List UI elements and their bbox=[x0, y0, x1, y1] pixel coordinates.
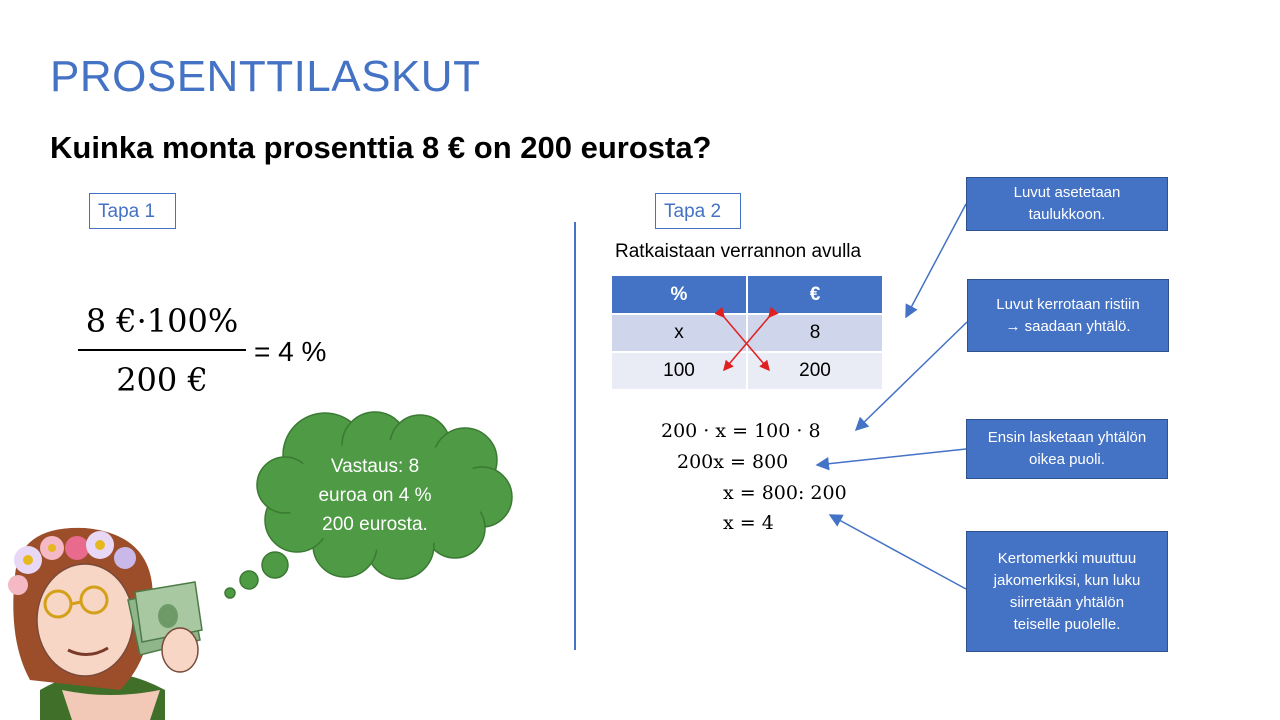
fraction-result: = 4 % bbox=[254, 336, 327, 367]
fraction-line bbox=[78, 349, 246, 351]
equation-line: 200 · x = 100 · 8 bbox=[661, 420, 821, 442]
note-box: Kertomerkki muuttuu jakomerkiksi, kun luku siirretään yhtälön teiselle puolelle. bbox=[966, 531, 1168, 652]
method2-label: Tapa 2 bbox=[655, 193, 741, 229]
note-box: Luvut kerrotaan ristiin → saadaan yhtälö. bbox=[967, 279, 1169, 352]
table-cell: x bbox=[611, 314, 747, 352]
cloud-answer-line: Vastaus: 8 bbox=[330, 456, 420, 477]
table-header-percent: % bbox=[611, 275, 747, 314]
method2-subtitle: Ratkaistaan verrannon avulla bbox=[615, 241, 862, 262]
table-cell: 100 bbox=[611, 352, 747, 390]
cloud-answer-line: euroa on 4 % bbox=[318, 485, 432, 506]
fraction-numerator: 8 €·100% bbox=[85, 302, 239, 340]
cloud-answer-line: 200 eurosta. bbox=[322, 514, 428, 535]
equation-line: x = 800: 200 bbox=[723, 482, 847, 504]
table-header-euro: € bbox=[747, 275, 883, 314]
equation-line: 200x = 800 bbox=[677, 451, 789, 473]
fraction-denominator: 200 € bbox=[116, 361, 208, 399]
table-cell: 200 bbox=[747, 352, 883, 390]
character-figure bbox=[8, 528, 202, 720]
thought-bubbles bbox=[225, 552, 288, 598]
annotation-arrows bbox=[800, 195, 975, 595]
note-box: Luvut asetetaan taulukkoon. bbox=[966, 177, 1168, 231]
section-divider bbox=[574, 222, 576, 650]
table-cell: 8 bbox=[747, 314, 883, 352]
question-text: Kuinka monta prosenttia 8 € on 200 eurosta? bbox=[50, 130, 712, 165]
thought-cloud-illustration bbox=[0, 405, 560, 720]
cloud-answer-text bbox=[300, 452, 450, 539]
method1-label: Tapa 1 bbox=[89, 193, 176, 229]
equation-line: x = 4 bbox=[723, 512, 774, 534]
note-box: Ensin lasketaan yhtälön oikea puoli. bbox=[966, 419, 1168, 479]
slide-title: PROSENTTILASKUT bbox=[50, 52, 481, 101]
cross-multiply-arrows bbox=[715, 306, 780, 381]
